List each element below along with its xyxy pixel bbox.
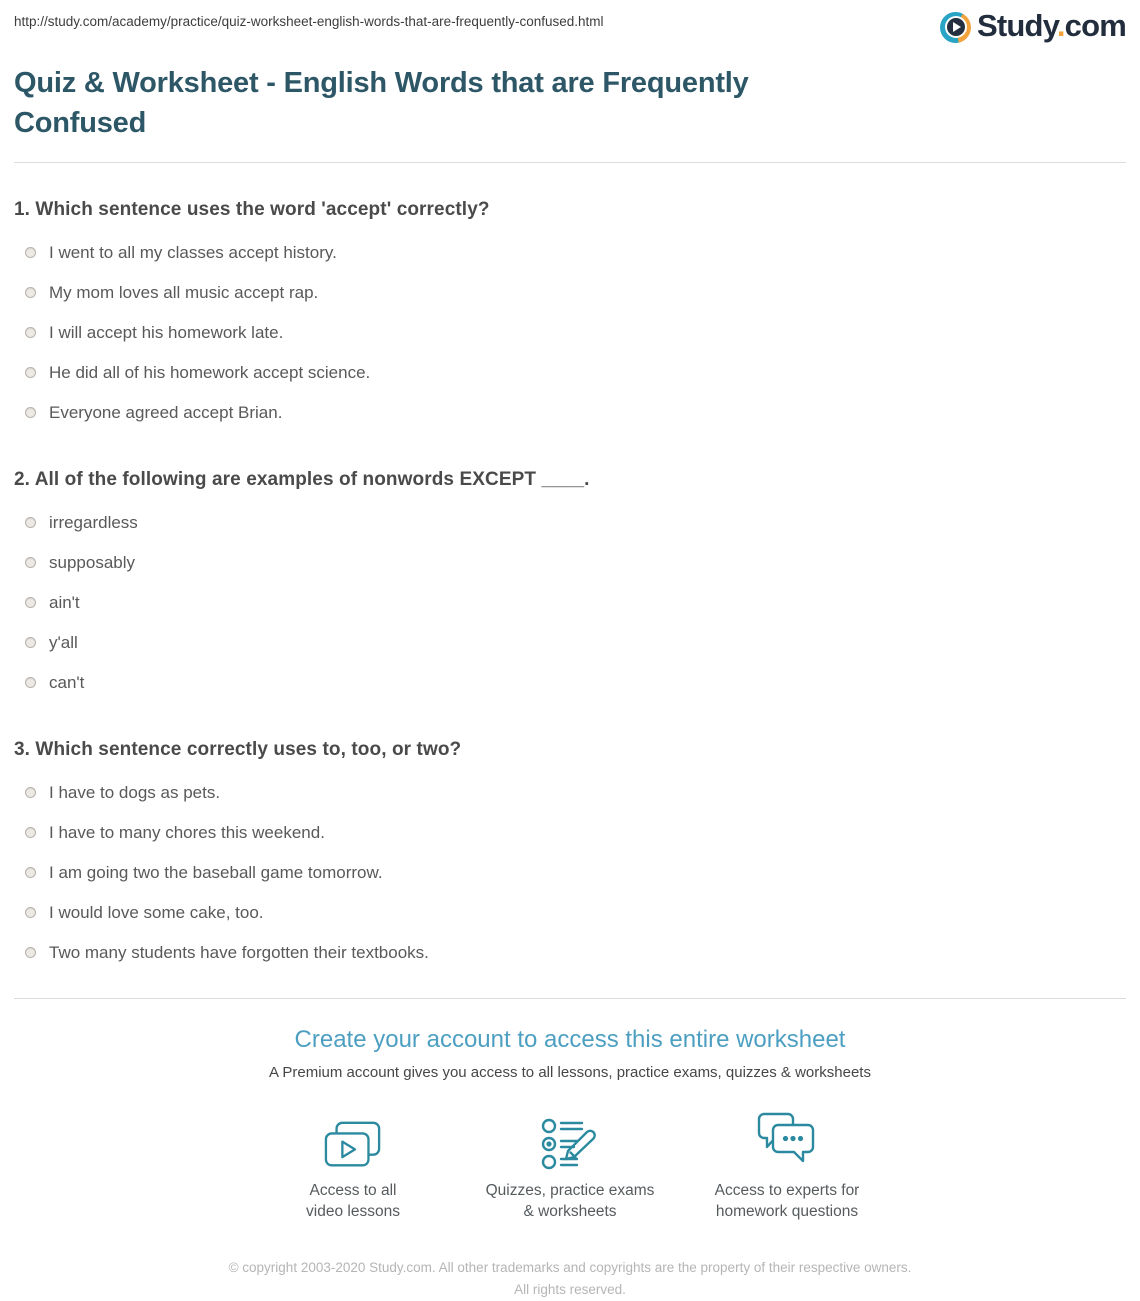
answer-option[interactable] xyxy=(14,393,1126,433)
page-url: http://study.com/academy/practice/quiz-worksheet-english-words-that-are-frequently-confused.html xyxy=(14,14,604,29)
answer-option-label: can't xyxy=(49,672,85,692)
logo-study-text: Study xyxy=(977,8,1057,43)
feature-label xyxy=(306,1181,400,1223)
question-prompt: 2. All of the following are examples of nonwords EXCEPT ____. xyxy=(14,468,590,490)
radio-button[interactable] xyxy=(25,287,36,298)
questions-list xyxy=(14,199,1126,973)
answer-option-label: I went to all my classes accept history. xyxy=(49,242,337,262)
answer-option[interactable] xyxy=(14,813,1126,853)
answer-option[interactable] xyxy=(14,353,1126,393)
answer-option[interactable] xyxy=(14,273,1126,313)
answer-option[interactable] xyxy=(14,933,1126,973)
page-header xyxy=(14,0,1126,43)
logo-wordmark xyxy=(977,9,1126,43)
page-footer xyxy=(14,1257,1126,1301)
answer-option[interactable] xyxy=(14,623,1126,663)
radio-button[interactable] xyxy=(25,677,36,688)
feature-label xyxy=(715,1181,860,1223)
answer-option-label: Everyone agreed accept Brian. xyxy=(49,402,283,422)
quizzes-worksheets-icon xyxy=(539,1114,601,1172)
answer-option-label: I have to dogs as pets. xyxy=(49,782,221,802)
answer-option-label: ain't xyxy=(49,592,80,612)
radio-button[interactable] xyxy=(25,827,36,838)
feature-label-line2: homework questions xyxy=(715,1202,859,1220)
radio-button[interactable] xyxy=(25,637,36,648)
logo-dot: . xyxy=(1056,8,1065,43)
studycom-logo[interactable] xyxy=(940,9,1126,43)
answer-option[interactable] xyxy=(14,503,1126,543)
answer-option[interactable] xyxy=(14,313,1126,353)
feature-label-line1: Quizzes, practice exams xyxy=(485,1181,655,1199)
answer-option-label: I have to many chores this weekend. xyxy=(49,822,325,842)
question-block xyxy=(14,199,1126,433)
answer-option[interactable] xyxy=(14,853,1126,893)
answer-option-label: supposably xyxy=(49,552,136,572)
play-triangle-icon xyxy=(953,22,961,32)
radio-button[interactable] xyxy=(25,597,36,608)
feature-quizzes-worksheets xyxy=(462,1114,679,1223)
radio-button[interactable] xyxy=(25,367,36,378)
radio-button[interactable] xyxy=(25,557,36,568)
radio-button[interactable] xyxy=(25,787,36,798)
radio-button[interactable] xyxy=(25,947,36,958)
answer-option-label: y'all xyxy=(49,632,78,652)
feature-label-line1: Access to all xyxy=(309,1181,397,1199)
feature-label-line1: Access to experts for xyxy=(714,1181,860,1199)
answer-option[interactable] xyxy=(14,543,1126,583)
answer-option[interactable] xyxy=(14,663,1126,703)
answer-option-label: He did all of his homework accept science. xyxy=(49,362,371,382)
question-prompt: 1. Which sentence uses the word 'accept' correctly? xyxy=(14,198,490,220)
cta-divider xyxy=(14,998,1126,999)
answer-option[interactable] xyxy=(14,893,1126,933)
copyright-text: © copyright 2003-2020 Study.com. All other trademarks and copyrights are the property of their respective owners. All rights reserved. xyxy=(228,1259,912,1298)
title-divider xyxy=(14,162,1126,163)
question-block xyxy=(14,739,1126,973)
answer-option[interactable] xyxy=(14,773,1126,813)
radio-button[interactable] xyxy=(25,327,36,338)
feature-homework-experts xyxy=(679,1114,896,1223)
answer-option-label: I am going two the baseball game tomorrow. xyxy=(49,862,383,882)
radio-button[interactable] xyxy=(25,247,36,258)
logo-com-text: com xyxy=(1064,8,1126,43)
answer-options xyxy=(14,503,1126,703)
chat-experts-icon xyxy=(753,1114,821,1172)
feature-label-line2: video lessons xyxy=(306,1202,400,1220)
create-account-link[interactable]: Create your account to access this entire worksheet xyxy=(294,1025,846,1053)
answer-option-label: My mom loves all music accept rap. xyxy=(49,282,319,302)
answer-options xyxy=(14,233,1126,433)
answer-options xyxy=(14,773,1126,973)
cta-section xyxy=(14,1026,1126,1223)
feature-label-line2: & worksheets xyxy=(523,1202,617,1220)
answer-option-label: I would love some cake, too. xyxy=(49,902,264,922)
features-row xyxy=(14,1114,1126,1223)
answer-option-label: I will accept his homework late. xyxy=(49,322,284,342)
studycom-play-icon xyxy=(940,12,971,43)
answer-option[interactable] xyxy=(14,583,1126,623)
answer-option[interactable] xyxy=(14,233,1126,273)
answer-option-label: Two many students have forgotten their textbooks. xyxy=(49,942,429,962)
cta-subheading: A Premium account gives you access to all lessons, practice exams, quizzes & worksheets xyxy=(269,1063,871,1081)
video-lessons-icon xyxy=(324,1114,382,1172)
radio-button[interactable] xyxy=(25,517,36,528)
radio-button[interactable] xyxy=(25,407,36,418)
radio-button[interactable] xyxy=(25,907,36,918)
question-prompt: 3. Which sentence correctly uses to, too, or two? xyxy=(14,738,462,760)
feature-video-lessons xyxy=(245,1114,462,1223)
radio-button[interactable] xyxy=(25,867,36,878)
page-title: Quiz & Worksheet - English Words that are Frequently Confused xyxy=(14,67,749,139)
question-block xyxy=(14,469,1126,703)
answer-option-label: irregardless xyxy=(49,512,138,532)
feature-label xyxy=(486,1181,655,1223)
